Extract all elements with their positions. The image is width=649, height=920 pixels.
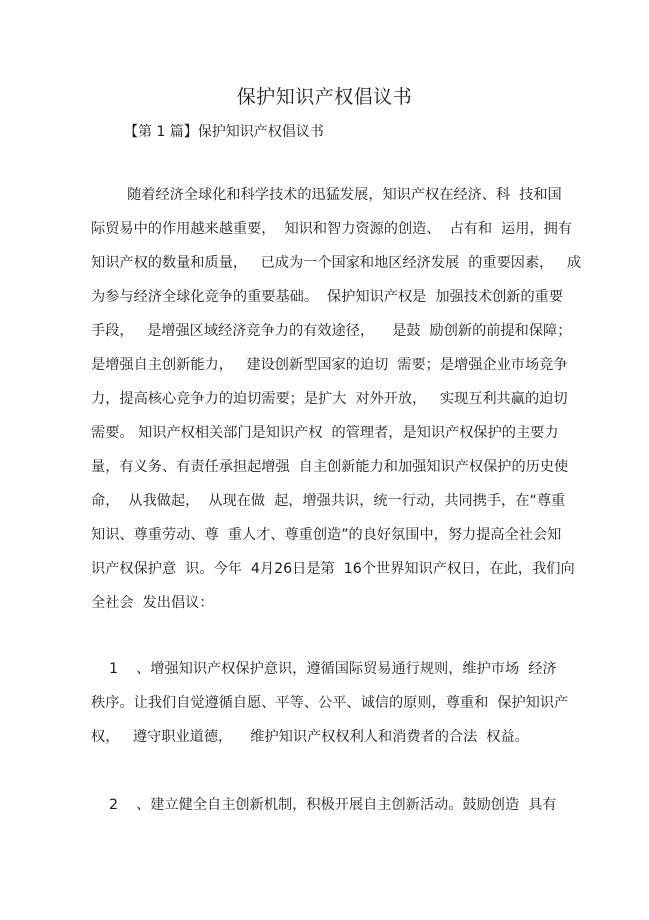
paragraph-line: 命， 从我做起， 从现在做 起，增强共识，统一行动，共同携手，在“尊重	[91, 493, 566, 509]
paragraph-line: 为参与经济全球化竞争的重要基础。 保护知识产权是 加强技术创新的重要	[91, 289, 564, 305]
paragraph-line: 际贸易中的作用越来越重要， 知识和智力资源的创造、 占有和 运用，拥有	[91, 221, 573, 237]
list-item-line: 秩序。让我们自觉遵循自愿、平等、公平、诚信的原则，尊重和 保护知识产	[91, 695, 569, 711]
paragraph-line: 全社会 发出倡议：	[91, 595, 214, 611]
paragraph-line: 力，提高核心竞争力的迫切需要；是扩大 对外开放， 实现互利共赢的迫切	[91, 391, 568, 407]
document-title: 保护知识产权倡议书	[236, 86, 413, 108]
list-item-line: 2 、建立健全自主创新机制，积极开展自主创新活动。鼓励创造 具有	[91, 797, 557, 813]
list-item-line: 权， 遵守职业道德， 维护知识产权权利人和消费者的合法 权益。	[91, 729, 529, 745]
paragraph-line: 知识、尊重劳动、尊 重人才、尊重创造”的良好氛围中，努力提高全社会知	[91, 527, 562, 543]
paragraph-line: 识产权保护意 识。今年 4月26日是第 16个世界知识产权日，在此，我们向	[91, 561, 575, 577]
list-item-line: 1 、增强知识产权保护意识，遵循国际贸易通行规则，维护市场 经济	[91, 661, 557, 677]
paragraph-line: 需要。 知识产权相关部门是知识产权 的管理者，是知识产权保护的主要力	[91, 425, 559, 441]
paragraph-line: 是增强自主创新能力， 建设创新型国家的迫切 需要；是增强企业市场竞争	[91, 357, 568, 373]
paragraph-line: 随着经济全球化和科学技术的迅猛发展，知识产权在经济、科 技和国	[91, 187, 562, 203]
paragraph-line: 手段， 是增强区域经济竞争力的有效途径， 是鼓 励创新的前提和保障；	[91, 323, 572, 339]
paragraph-line: 知识产权的数量和质量， 已成为一个国家和地区经济发展 的重要因素， 成	[91, 255, 582, 271]
document-subtitle: 【第 1 篇】保护知识产权倡议书	[124, 124, 324, 140]
paragraph-line: 量，有义务、有责任承担起增强 自主创新能力和加强知识产权保护的历史使	[91, 459, 569, 475]
